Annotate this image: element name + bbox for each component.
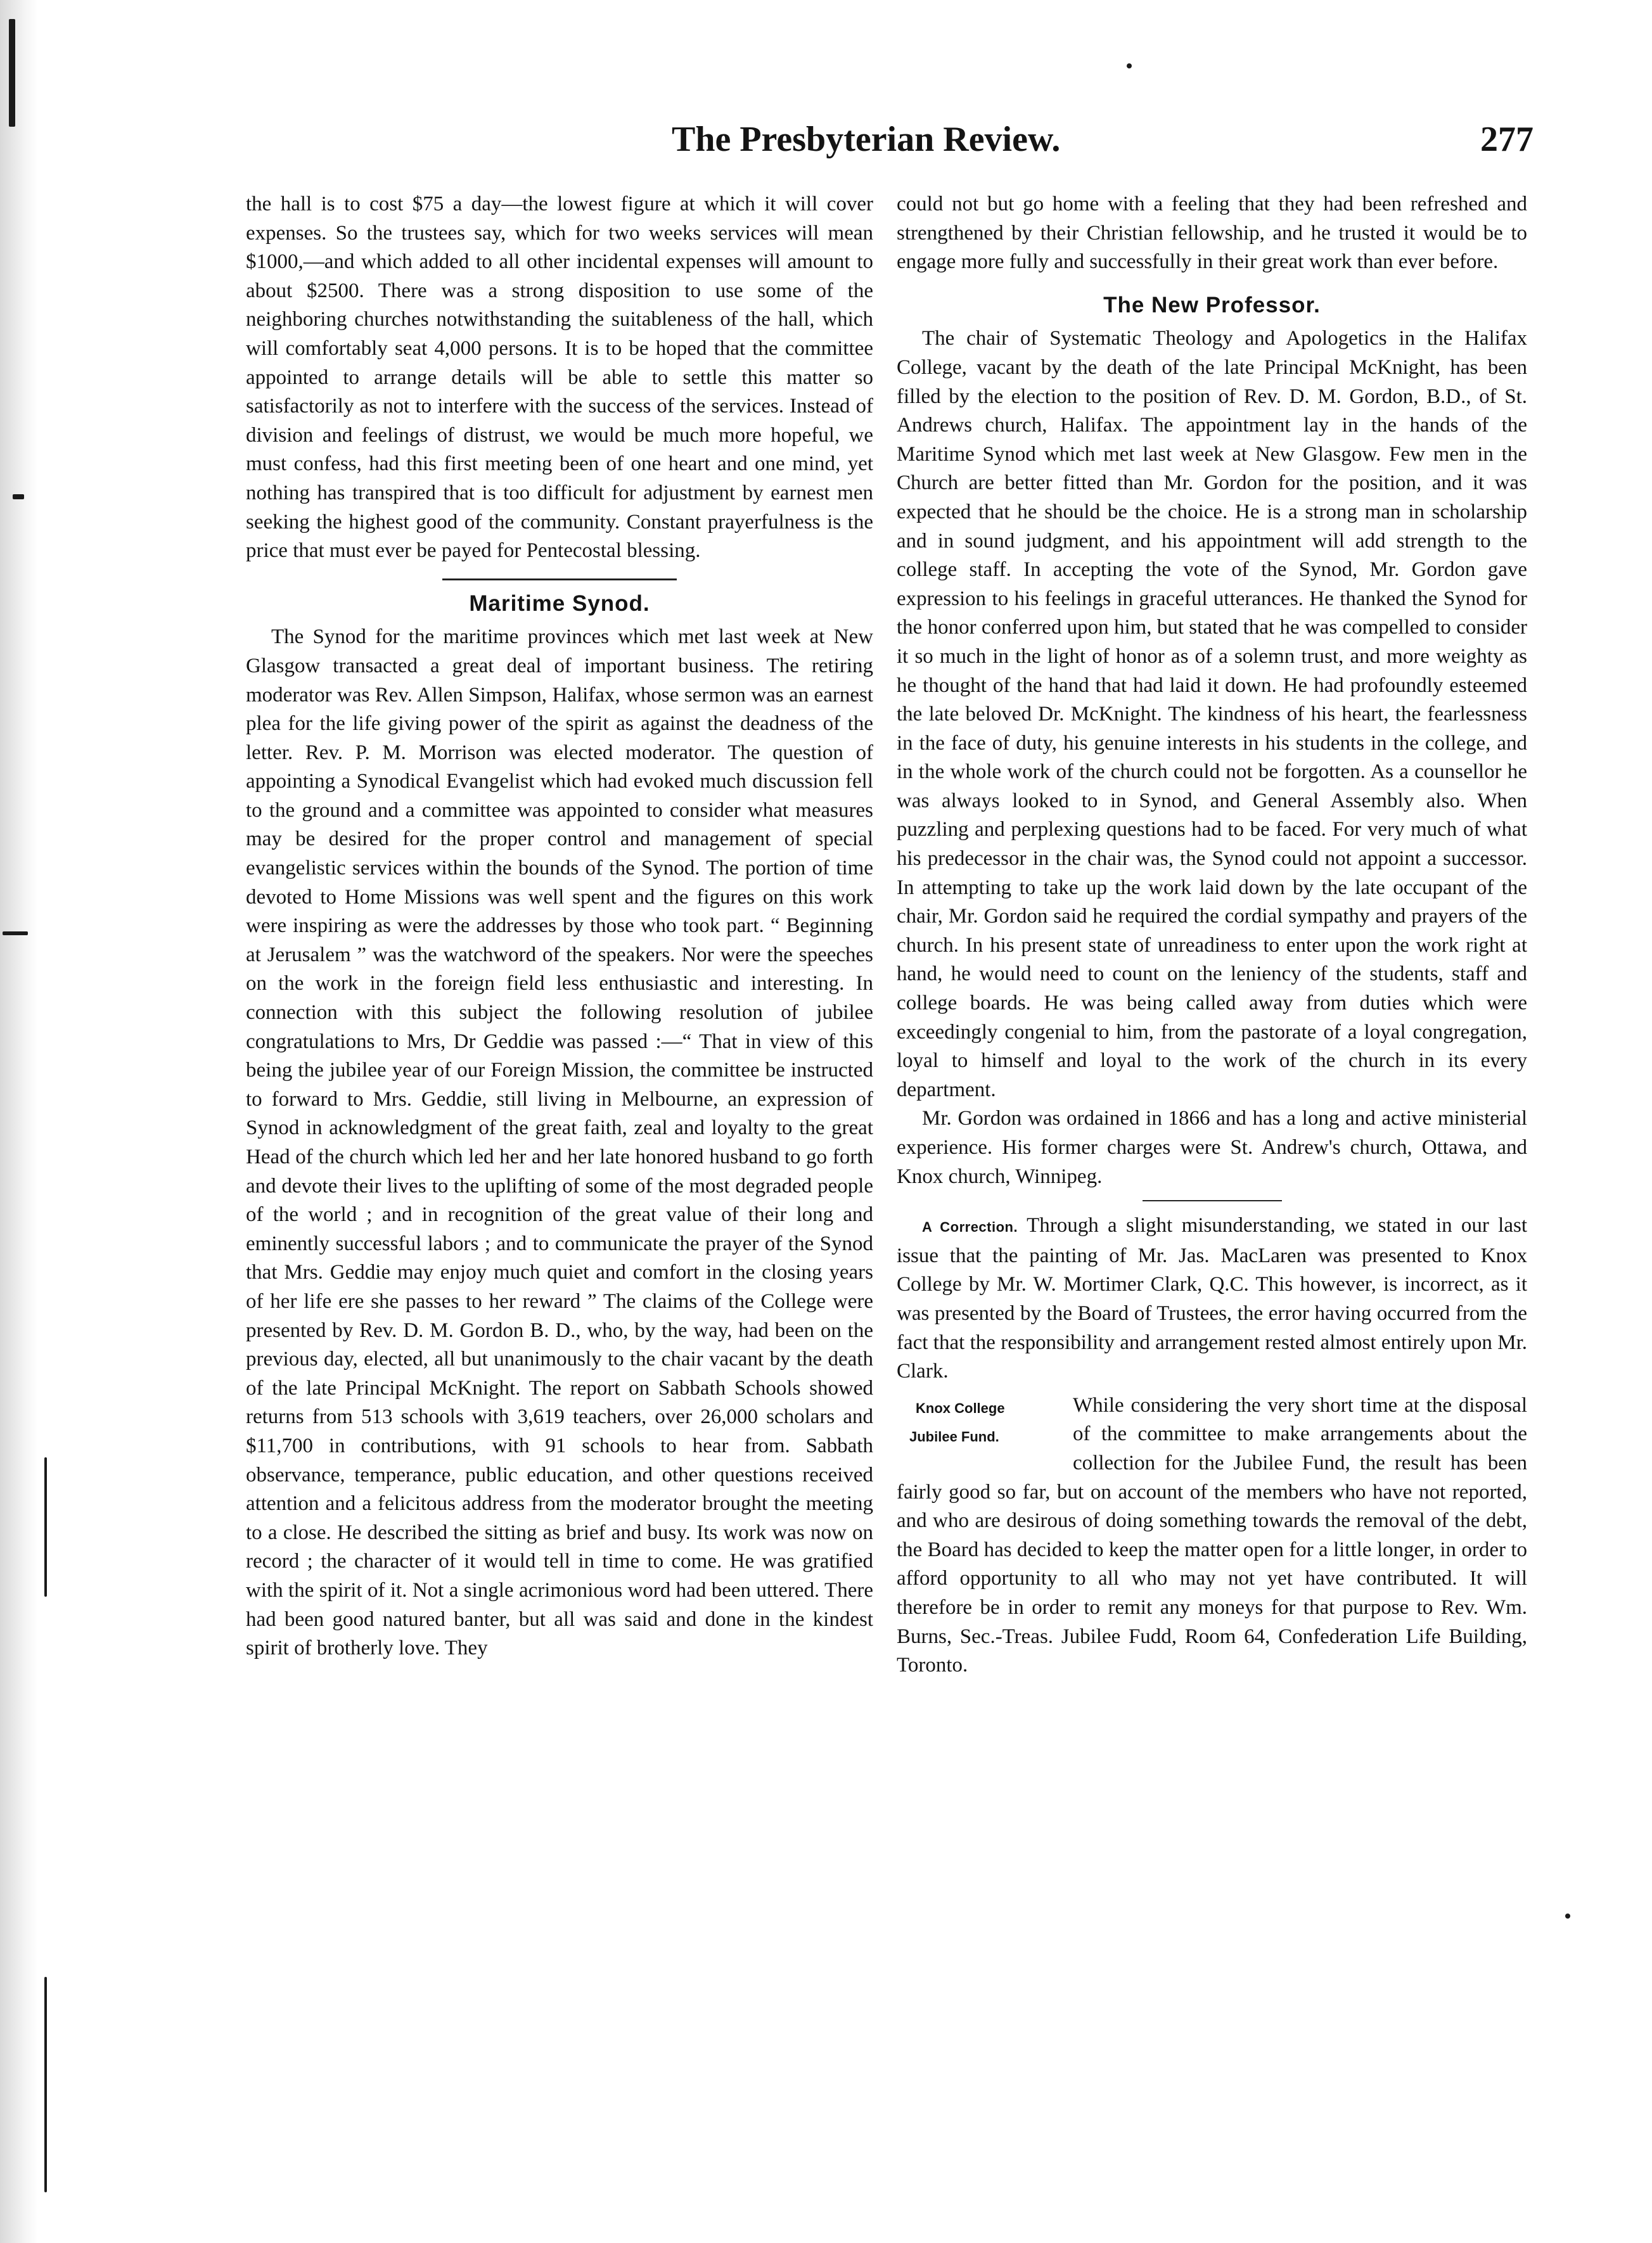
new-professor-body: The chair of Systematic Theology and Apologetics in the Halifax College, vacant by the death of the late Principal McKnight, has been filled by the election to the position of Rev. D. M. Gordon, B.D., of St. Andrews church, Halifax. The appointment lay in the hands of the Maritime Synod which met last week at New Glasgow. Few men in the Church are better fitted than Mr. Gordon for the position, and it was expected that he should be the choice. He is a strong man in scholarship and in sound judgment, and his appointment will add strength to the college staff. In accepting the vote of the Synod, Mr. Gordon gave expression to his feelings in graceful utterances. He thanked the Synod for the honor conferred upon him, but stated that he was compelled to consider it so much in the light of honor as of a solemn trust, and more weighty as he thought of the hand that had laid it down. He had profoundly esteemed the late beloved Dr. McKnight. The kindness of his heart, the fearlessness in the face of duty, his genuine interests in his students in the college, and in the whole work of the church could not be forgotten. As a counsellor he was always looked to in Synod, and General Assembly also. When puzzling and perplexing questions had to be faced. For very much of what his predecessor in the chair was, the Synod could not appoint a successor. In attempting to take up the work laid down by the late occupant of the chair, Mr. Gordon said he required the cordial sympathy and prayers of the church. In his present state of unreadiness to enter upon the work right at hand, he would need to count on the leniency of the students, staff and college boards. He was being called away from duties which were exceedingly congenial to him, from the pastorate of a loyal congregation, loyal to himself and loyal to the work of the church in its every department. [897, 327, 1527, 1101]
correction-text: Through a slight misunderstanding, we stated in our last issue that the painting of Mr. Jas. MacLaren was presented to Knox College by Mr. W. Mortimer Clark, Q.C. This however, is incorrect, as it was presented by the Board of Trustees, the error having occurred from the fact that the responsibility and arrangement rested almost entirely upon Mr. Clark. [897, 1214, 1528, 1383]
jubilee-fund-notice [897, 1391, 1527, 1680]
page-number: 277 [1480, 120, 1534, 159]
fund-label-line-2: Jubilee Fund. [909, 1429, 999, 1445]
ink-speck [1565, 1914, 1570, 1919]
fund-label-line-1: Knox College [916, 1400, 1005, 1416]
jubilee-fund-side-heading [897, 1394, 1061, 1452]
heading-maritime-synod: Maritime Synod. [469, 591, 650, 616]
binding-mark [13, 494, 24, 499]
correction-label: A Correction. [922, 1219, 1018, 1236]
section-rule [1143, 1200, 1282, 1201]
heading-new-professor: The New Professor. [1103, 292, 1321, 317]
binding-mark [44, 1457, 47, 1597]
running-title: The Presbyterian Review. [672, 120, 1061, 159]
page-binding-edge [0, 0, 38, 2243]
synod-continuation: could not but go home with a feeling that they had been refreshed and strengthened by their Christian fellowship, and he trusted it would be to engage more fully and successfully in their great work than ever before. [897, 193, 1527, 274]
jubilee-fund-text: While considering the very short time at the disposal of the committee to make arrangements about the collection for the Jubilee Fund, the result has been fairly good so far, but on account of the members who have not reported, and who are desirous of doing something towards the removal of the debt, the Board has decided to keep the matter open for a little longer, in order to afford opportunity to all who may not yet have contributed. It will therefore be in order to remit any moneys for that purpose to Rev. Wm. Burns, Sec.-Treas. Jubilee Fudd, Room 64, Confederation Life Building, Toronto. [897, 1393, 1527, 1677]
binding-mark [3, 931, 28, 935]
ink-speck [1127, 63, 1132, 68]
correction-notice [897, 1211, 1527, 1386]
right-column [897, 190, 1527, 1680]
binding-mark [44, 1977, 47, 2192]
new-professor-ordination: Mr. Gordon was ordained in 1866 and has a long and active ministerial experience. His former charges were St. Andrew's church, Ottawa, and Knox church, Winnipeg. [897, 1107, 1527, 1188]
article-continuation: the hall is to cost $75 a day—the lowest figure at which it will cover expenses. So the trustees say, which for two weeks services will mean $1000,—and which added to all other incidental expenses will amount to about $2500. There was a strong disposition to use some of the neighboring churches notwithstanding the suitableness of the hall, which will comfortably seat 4,000 persons. It is to be hoped that the committee appointed to arrange details will be able to settle this matter so satisfactorily as not to interfere with the success of the services. Instead of division and feelings of distrust, we would be much more hopeful, we must confess, had this first meeting been of one heart and one mind, yet nothing has transpired that is too difficult for adjustment by earnest men seeking the highest good of the community. Constant prayerfulness is the price that must ever be payed for Pentecostal blessing. [246, 193, 873, 563]
maritime-synod-body: The Synod for the maritime provinces which met last week at New Glasgow transacted a great deal of important business. The retiring moderator was Rev. Allen Simpson, Halifax, whose sermon was an earnest plea for the life giving power of the spirit as against the deadness of the letter. Rev. P. M. Morrison was elected moderator. The question of appointing a Synodical Evangelist which had evoked much discussion fell to the ground and a committee was appointed to consider what measures may be desired for the proper control and management of special evangelistic services within the bounds of the Synod. The portion of time devoted to Home Missions was well spent and the figures on this work were inspiring as were the addresses by those who took part. “ Beginning at Jerusalem ” was the watchword of the speakers. Nor were the speeches on the work in the foreign field less enthusiastic and interesting. In connection with this subject the following resolution of jubilee congratulations to Mrs, Dr Geddie was passed :—“ That in view of this being the jubilee year of our Foreign Mission, the committee be instructed to forward to Mrs. Geddie, still living in Melbourne, an expression of Synod in acknowledgment of the great faith, zeal and loyalty to the great Head of the church which led her and her late honored husband to go forth and devote their lives to the uplifting of some of the most degraded people of the world ; and in recognition of the great value of their long and eminently successful labors ; and to communicate the prayer of the Synod that Mrs. Geddie may enjoy much quiet and comfort in the closing years of her life ere she passes to her reward ” The claims of the College were presented by Rev. D. M. Gordon B. D., who, by the way, had been on the previous day, elected, all but unanimously to the chair vacant by the death of the late Principal McKnight. The report on Sabbath Schools showed returns from 513 schools with 3,619 teachers, over 26,000 scholars and $11,700 in contributions, with 91 schools to hear from. Sabbath observance, temperance, public education, and other questions received attention and a felicitous address from the moderator brought the meeting to a close. He described the sitting as brief and busy. Its work was now on record ; the character of it would tell in time to come. He was gratified with the spirit of it. Not a single acrimonious word had been uttered. There had been good natured banter, but all was said and done in the kindest spirit of brotherly love. They [246, 625, 873, 1660]
section-rule [442, 578, 677, 580]
left-column [246, 190, 873, 1663]
page-header [209, 119, 1534, 189]
binding-mark [9, 19, 15, 127]
